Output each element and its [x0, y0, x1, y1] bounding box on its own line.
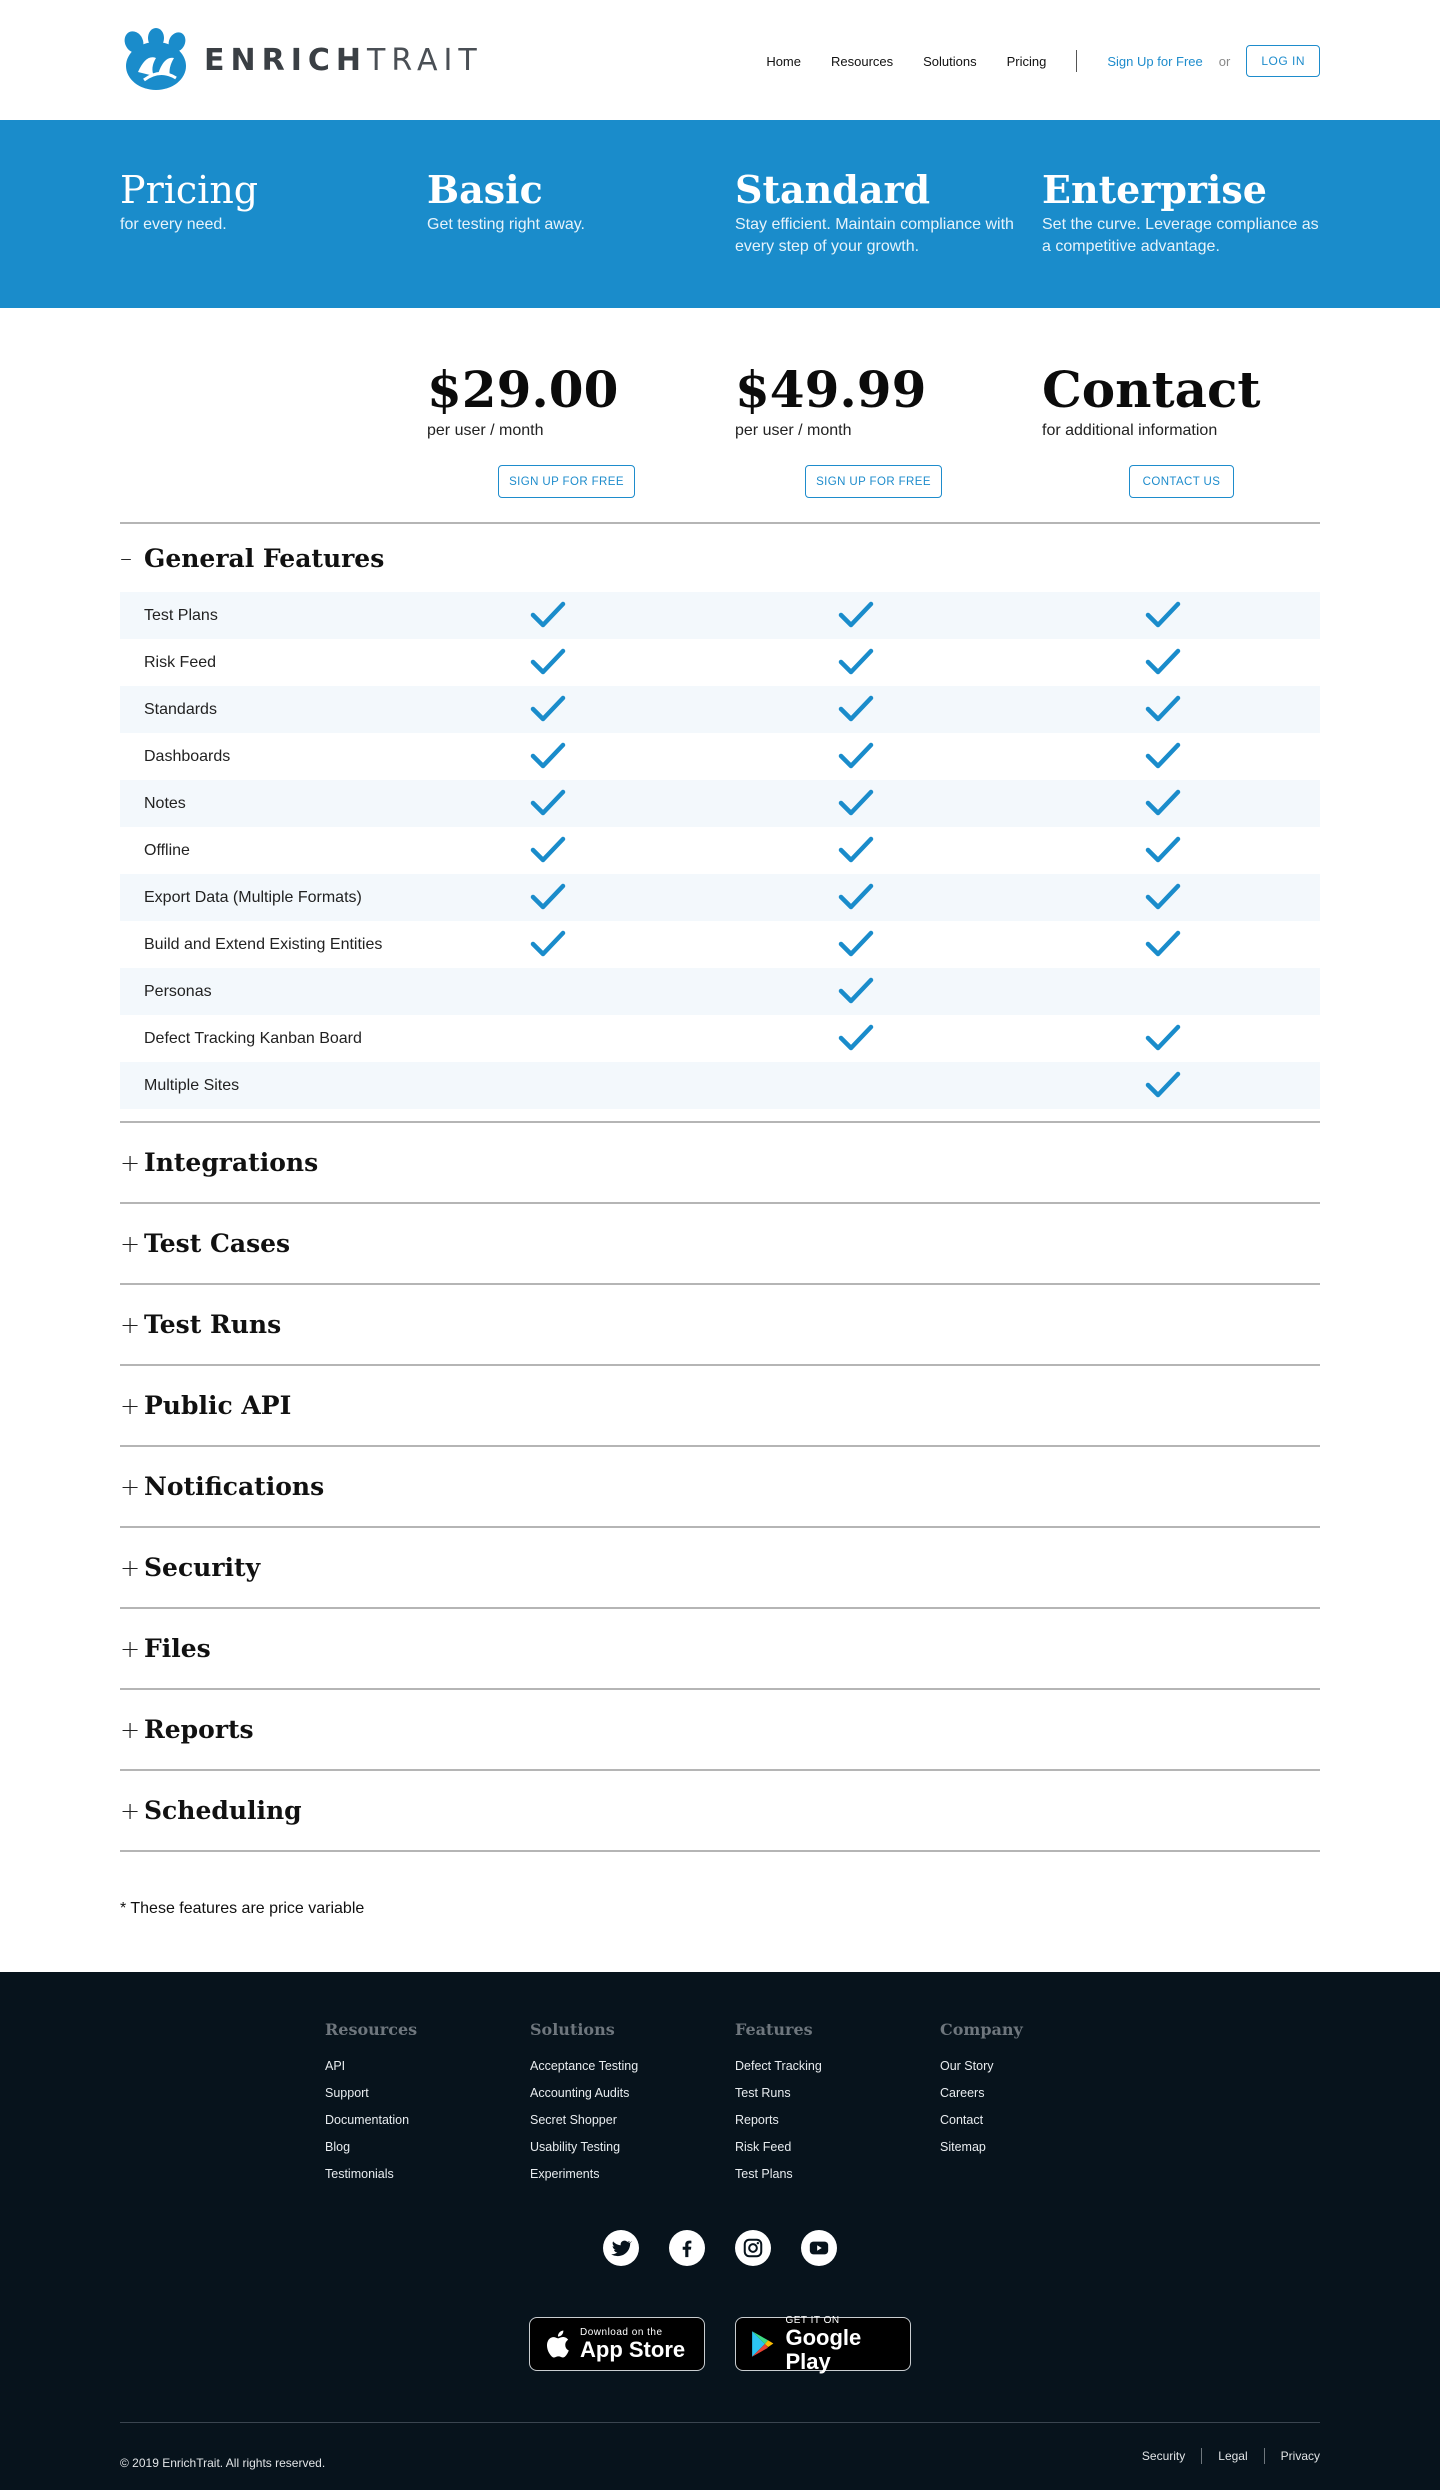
- feature-name: Build and Extend Existing Entities: [144, 935, 383, 953]
- section-title: Test Cases: [144, 1229, 291, 1258]
- youtube-icon[interactable]: [801, 2230, 837, 2266]
- google-play-button[interactable]: [735, 2314, 911, 2374]
- footnote: * These features are price variable: [120, 1900, 365, 1917]
- google-play-text: [785, 2315, 910, 2374]
- checkmark-icon: [530, 694, 566, 724]
- checkmark-icon: [1145, 929, 1181, 959]
- section-test-runs[interactable]: [120, 1285, 1320, 1364]
- section-reports[interactable]: [120, 1690, 1320, 1769]
- price-standard: [735, 360, 1015, 440]
- checkmark-icon: [1145, 1023, 1181, 1053]
- page-subtitle: for every need.: [120, 216, 227, 233]
- feature-name: Dashboards: [144, 747, 231, 765]
- expand-icon: +: [120, 1796, 141, 1825]
- instagram-icon[interactable]: [735, 2230, 771, 2266]
- feature-name: Notes: [144, 794, 186, 812]
- footer-column-features: [735, 2020, 935, 2188]
- section-security[interactable]: [120, 1528, 1320, 1607]
- plan-title-enterprise: Enterprise: [1042, 167, 1267, 212]
- feature-row: [120, 1015, 1320, 1062]
- app-store-badges: [0, 2314, 1440, 2374]
- section-public-api[interactable]: [120, 1366, 1320, 1445]
- expand-icon: +: [120, 1715, 141, 1744]
- price-enterprise: [1042, 360, 1322, 440]
- expand-icon: +: [120, 1391, 141, 1420]
- section-title: Integrations: [144, 1148, 319, 1177]
- checkmark-icon: [838, 694, 874, 724]
- plan-title-basic: Basic: [427, 167, 543, 212]
- brand-wordmark: [204, 43, 483, 78]
- checkmark-icon: [1145, 647, 1181, 677]
- checkmark-icon: [1145, 600, 1181, 630]
- checkmark-icon: [838, 929, 874, 959]
- checkmark-icon: [530, 647, 566, 677]
- price-note-enterprise: for additional information: [1042, 422, 1218, 439]
- feature-name: Test Plans: [144, 606, 218, 624]
- feature-row: [120, 733, 1320, 780]
- plan-sub-basic: Get testing right away.: [427, 216, 585, 233]
- nav-solutions[interactable]: Solutions: [923, 53, 977, 69]
- feature-row: [120, 780, 1320, 827]
- price-basic: [427, 360, 707, 440]
- checkmark-icon: [838, 788, 874, 818]
- google-play-big: Google Play: [785, 2324, 862, 2374]
- section-scheduling[interactable]: [120, 1771, 1320, 1850]
- section-title: General Features: [144, 543, 385, 573]
- feature-name: Defect Tracking Kanban Board: [144, 1029, 362, 1047]
- section-test-cases[interactable]: [120, 1204, 1320, 1283]
- checkmark-icon: [1145, 741, 1181, 771]
- nav-signup-link[interactable]: Sign Up for Free: [1107, 53, 1203, 69]
- feature-row: [120, 1062, 1320, 1109]
- feature-name: Export Data (Multiple Formats): [144, 888, 362, 906]
- expand-icon: +: [120, 1229, 141, 1258]
- footer-link[interactable]: Accounting Audits: [530, 2086, 630, 2100]
- checkmark-icon: [1145, 882, 1181, 912]
- hero-plan-enterprise: [1042, 168, 1322, 258]
- footer-link[interactable]: Reports: [735, 2113, 779, 2127]
- google-play-icon: [750, 2330, 775, 2358]
- section-title: Security: [144, 1553, 261, 1582]
- checkmark-icon: [838, 600, 874, 630]
- nav-divider: [1076, 50, 1077, 72]
- legal-privacy-link[interactable]: Privacy: [1280, 2449, 1320, 2463]
- legal-links: [1126, 2448, 1320, 2464]
- section-title: Reports: [144, 1715, 254, 1744]
- feature-name: Risk Feed: [144, 653, 217, 671]
- footer-link[interactable]: Usability Testing: [530, 2140, 621, 2154]
- expand-icon: +: [120, 1148, 141, 1177]
- signup-button-basic[interactable]: SIGN UP FOR FREE: [498, 465, 635, 498]
- section-files[interactable]: [120, 1609, 1320, 1688]
- nav-home[interactable]: Home: [766, 53, 801, 69]
- footer-link[interactable]: Test Plans: [735, 2167, 793, 2181]
- checkmark-icon: [838, 835, 874, 865]
- hero-plan-standard: [735, 168, 1015, 258]
- feature-name: Personas: [144, 982, 212, 1000]
- footer-link[interactable]: Our Story: [940, 2059, 994, 2073]
- app-store-big: App Store: [580, 2336, 686, 2362]
- plan-title-standard: Standard: [735, 167, 931, 212]
- logo-mark-icon: [120, 28, 192, 92]
- checkmark-icon: [1145, 788, 1181, 818]
- google-play-small: GET IT ON: [785, 2314, 840, 2326]
- twitter-icon[interactable]: [603, 2230, 639, 2266]
- social-links: [0, 2230, 1440, 2266]
- checkmark-icon: [530, 600, 566, 630]
- footer-link[interactable]: Risk Feed: [735, 2140, 792, 2154]
- feature-name: Offline: [144, 841, 190, 859]
- footer-column-resources: [325, 2020, 525, 2188]
- brand-name-bold: ENRICH: [204, 42, 367, 78]
- section-title: Notifications: [144, 1472, 325, 1501]
- expand-icon: +: [120, 1472, 141, 1501]
- footer-link[interactable]: Contact: [940, 2113, 984, 2127]
- expand-icon: +: [120, 1634, 141, 1663]
- footer-link[interactable]: Blog: [325, 2140, 351, 2154]
- feature-row: [120, 686, 1320, 733]
- footer-column-title: Features: [735, 2020, 813, 2039]
- section-title: Files: [144, 1634, 211, 1663]
- brand-logo[interactable]: [120, 28, 483, 92]
- footer-link[interactable]: Testimonials: [325, 2167, 394, 2181]
- feature-row: [120, 827, 1320, 874]
- facebook-icon[interactable]: [669, 2230, 705, 2266]
- feature-row: [120, 639, 1320, 686]
- checkmark-icon: [1145, 1070, 1181, 1100]
- collapse-icon: –: [120, 544, 132, 572]
- checkmark-icon: [838, 1023, 874, 1053]
- section-general-features[interactable]: [120, 524, 1320, 592]
- price-value-basic: $29.00: [427, 360, 619, 419]
- signup-button-standard[interactable]: SIGN UP FOR FREE: [805, 465, 942, 498]
- legal-legal-link[interactable]: Legal: [1218, 2449, 1248, 2463]
- checkmark-icon: [838, 741, 874, 771]
- login-button[interactable]: LOG IN: [1246, 45, 1320, 77]
- price-note-standard: per user / month: [735, 422, 852, 439]
- footer-link[interactable]: Secret Shopper: [530, 2113, 617, 2127]
- feature-row: [120, 874, 1320, 921]
- footer-link[interactable]: Documentation: [325, 2113, 410, 2127]
- section-title: Scheduling: [144, 1796, 302, 1825]
- feature-row: [120, 968, 1320, 1015]
- footer-link[interactable]: Experiments: [530, 2167, 600, 2181]
- section-integrations[interactable]: [120, 1123, 1320, 1202]
- feature-row: [120, 592, 1320, 639]
- footer-link[interactable]: Sitemap: [940, 2140, 986, 2154]
- nav-or-text: or: [1218, 53, 1231, 69]
- apple-icon: [544, 2329, 570, 2359]
- site-footer: [0, 1972, 1440, 2490]
- section-notifications[interactable]: [120, 1447, 1320, 1526]
- feature-row: [120, 921, 1320, 968]
- checkmark-icon: [530, 741, 566, 771]
- feature-name: Multiple Sites: [144, 1076, 240, 1094]
- checkmark-icon: [530, 835, 566, 865]
- checkmark-icon: [838, 647, 874, 677]
- footer-link[interactable]: Test Runs: [735, 2086, 791, 2100]
- footer-link[interactable]: Acceptance Testing: [530, 2059, 639, 2073]
- checkmark-icon: [1145, 835, 1181, 865]
- plan-sub-enterprise: Set the curve. Leverage compliance as a competitive advantage.: [1042, 216, 1319, 255]
- section-title: Test Runs: [144, 1310, 282, 1339]
- section-divider: [120, 1850, 1320, 1852]
- checkmark-icon: [530, 929, 566, 959]
- checkmark-icon: [1145, 694, 1181, 724]
- plan-sub-standard: Stay efficient. Maintain compliance with every step of your growth.: [735, 216, 1014, 255]
- app-store-small: Download on the: [580, 2326, 663, 2338]
- nav-resources[interactable]: Resources: [831, 53, 894, 69]
- legal-security-link[interactable]: Security: [1141, 2449, 1186, 2463]
- footer-column-company: [940, 2020, 1140, 2161]
- contact-us-button[interactable]: CONTACT US: [1129, 465, 1234, 498]
- footer-link[interactable]: Careers: [940, 2086, 985, 2100]
- price-note-basic: per user / month: [427, 422, 544, 439]
- site-header: [0, 0, 1440, 120]
- footer-column-title: Resources: [325, 2020, 418, 2039]
- main-nav: [736, 45, 1320, 77]
- hero-plan-basic: [427, 168, 707, 236]
- brand-name-light: TRAIT: [367, 42, 483, 78]
- footer-column-title: Solutions: [530, 2020, 615, 2039]
- checkmark-icon: [838, 976, 874, 1006]
- copyright: © 2019 EnrichTrait. All rights reserved.: [120, 2456, 326, 2470]
- feature-name: Standards: [144, 700, 217, 718]
- checkmark-icon: [838, 882, 874, 912]
- pricing-hero: [0, 120, 1440, 308]
- page-title: Pricing: [120, 168, 259, 212]
- footer-link[interactable]: API: [325, 2059, 346, 2073]
- app-store-button[interactable]: [529, 2317, 705, 2371]
- nav-pricing[interactable]: Pricing: [1006, 53, 1047, 69]
- footer-link[interactable]: Defect Tracking: [735, 2059, 822, 2073]
- hero-pricing: [120, 168, 400, 236]
- section-title: Public API: [144, 1391, 292, 1420]
- footer-column-title: Company: [940, 2020, 1023, 2039]
- checkmark-icon: [530, 882, 566, 912]
- expand-icon: +: [120, 1310, 141, 1339]
- checkmark-icon: [530, 788, 566, 818]
- app-store-text: [580, 2327, 685, 2362]
- footer-column-solutions: [530, 2020, 730, 2188]
- expand-icon: +: [120, 1553, 141, 1582]
- footer-divider: [120, 2422, 1320, 2423]
- price-value-standard: $49.99: [735, 360, 927, 419]
- footer-link[interactable]: Support: [325, 2086, 369, 2100]
- price-value-enterprise: Contact: [1042, 360, 1261, 419]
